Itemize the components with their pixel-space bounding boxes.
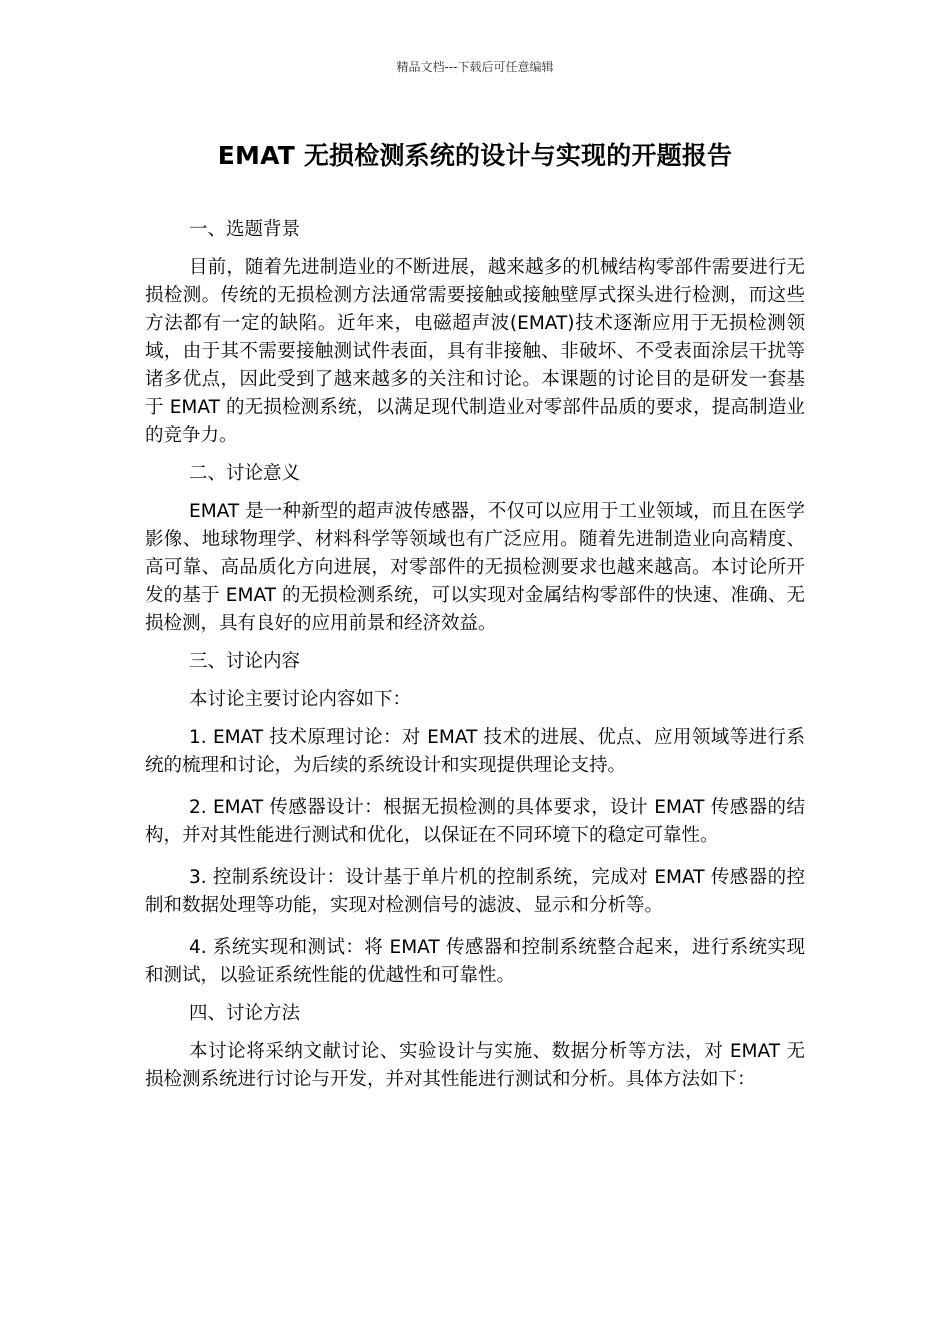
list-item: 2. EMAT 传感器设计：根据无损检测的具体要求，设计 EMAT 传感器的结构，并对其性能进行测试和优化，以保证在不同环境下的稳定可靠性。 (145, 797, 805, 846)
page-header: 精品文档---下载后可任意编辑 (396, 60, 554, 74)
section-methods (145, 1000, 805, 1094)
section-background (145, 216, 805, 450)
list-item: 3. 控制系统设计：设计基于单片机的控制系统，完成对 EMAT 传感器的控制和数据处理等功能，实现对检测信号的滤波、显示和分析等。 (145, 867, 805, 916)
section-content (145, 648, 805, 990)
list-item: 1. EMAT 技术原理讨论：对 EMAT 技术的进展、优点、应用领域等进行系统的梳理和讨论，为后续的系统设计和实现提供理论支持。 (145, 727, 805, 776)
paragraph: 目前，随着先进制造业的不断进展，越来越多的机械结构零部件需要进行无损检测。传统的无损检测方法通常需要接触或接触壁厚式探头进行检测，而这些方法都有一定的缺陷。近年来，电磁超声波(EMAT)技术逐渐应用于无损检测领域，由于其不需要接触测试件表面，具有非接触、非破坏、不受表面涂层干扰等诸多优点，因此受到了越来越多的关注和讨论。本课题的讨论目的是研发一套基于 EMAT 的无损检测系统，以满足现代制造业对零部件品质的要求，提高制造业的竞争力。 (145, 257, 805, 446)
section-significance (145, 460, 805, 638)
paragraph: 本讨论将采纳文献讨论、实验设计与实施、数据分析等方法，对 EMAT 无损检测系统进行讨论与开发，并对其性能进行测试和分析。具体方法如下： (145, 1041, 805, 1090)
paragraph: 本讨论主要讨论内容如下： (189, 689, 412, 710)
paragraph: EMAT 是一种新型的超声波传感器，不仅可以应用于工业领域，而且在医学影像、地球物理学、材料科学等领域也有广泛应用。随着先进制造业向高精度、高可靠、高品质化方向进展，对零部件的无损检测要求也越来越高。本讨论所开发的基于 EMAT 的无损检测系统，可以实现对金属结构零部件的快速、准确、无损检测，具有良好的应用前景和经济效益。 (145, 501, 805, 634)
section-heading: 四、讨论方法 (189, 1003, 301, 1024)
section-heading: 一、选题背景 (189, 219, 301, 240)
list-item: 4. 系统实现和测试：将 EMAT 传感器和控制系统整合起来，进行系统实现和测试，以验证系统性能的优越性和可靠性。 (145, 937, 805, 986)
section-heading: 三、讨论内容 (189, 651, 301, 672)
document-body (145, 216, 805, 1104)
document-title: EMAT 无损检测系统的设计与实现的开题报告 (217, 141, 733, 170)
section-heading: 二、讨论意义 (189, 463, 301, 484)
